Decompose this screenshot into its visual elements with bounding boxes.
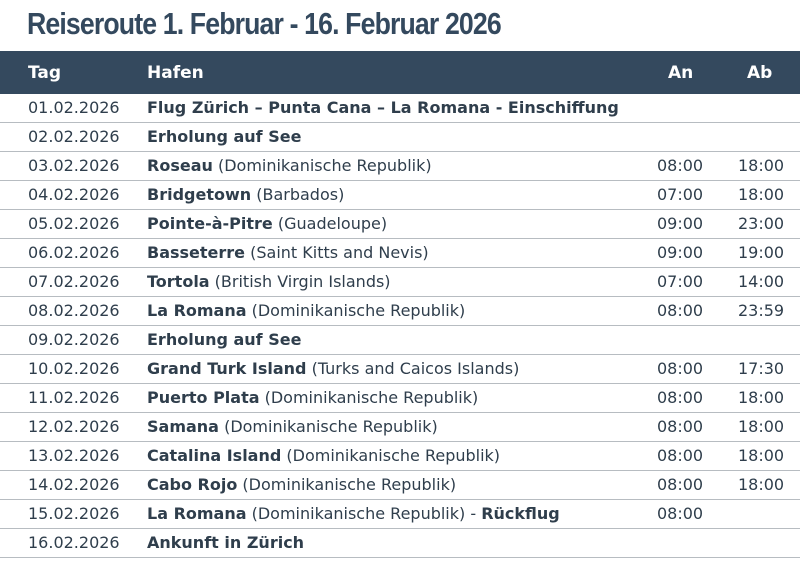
row-date: 04.02.2026 xyxy=(28,185,120,204)
row-port xyxy=(147,185,344,204)
port-name: Tortola xyxy=(147,272,210,291)
row-port xyxy=(147,330,301,349)
row-date: 05.02.2026 xyxy=(28,214,120,233)
port-country: (Saint Kitts and Nevis) xyxy=(245,243,429,262)
row-arrival: 08:00 xyxy=(657,504,704,523)
row-port xyxy=(147,504,560,523)
port-name: Ankunft in Zürich xyxy=(147,533,305,552)
port-name: Basseterre xyxy=(147,243,246,262)
table-row xyxy=(0,413,800,442)
port-name: Erholung auf See xyxy=(147,330,302,349)
port-name: Catalina Island xyxy=(147,446,282,465)
itinerary-table xyxy=(0,51,800,558)
row-arrival: 08:00 xyxy=(657,156,704,175)
row-date: 13.02.2026 xyxy=(28,446,120,465)
table-row xyxy=(0,355,800,384)
row-arrival: 08:00 xyxy=(657,475,704,494)
row-port xyxy=(147,272,391,291)
row-date: 08.02.2026 xyxy=(28,301,120,320)
port-country: (Dominikanische Republik) xyxy=(218,417,438,436)
row-arrival: 07:00 xyxy=(657,272,704,291)
port-country: (Dominikanische Republik) xyxy=(237,475,457,494)
row-departure: 18:00 xyxy=(738,185,785,204)
row-date: 01.02.2026 xyxy=(28,98,120,117)
row-arrival: 07:00 xyxy=(657,185,704,204)
row-port xyxy=(147,98,619,117)
port-country: (Guadeloupe) xyxy=(272,214,388,233)
port-country: (British Virgin Islands) xyxy=(209,272,391,291)
row-arrival: 09:00 xyxy=(657,214,704,233)
row-arrival: 08:00 xyxy=(657,359,704,378)
row-arrival: 08:00 xyxy=(657,446,704,465)
row-port xyxy=(147,359,519,378)
row-date: 09.02.2026 xyxy=(28,330,120,349)
row-port xyxy=(147,388,478,407)
header-an: An xyxy=(668,63,694,83)
row-port xyxy=(147,127,301,146)
header-tag: Tag xyxy=(28,63,62,83)
row-departure: 18:00 xyxy=(738,475,785,494)
row-date: 03.02.2026 xyxy=(28,156,120,175)
port-name: La Romana xyxy=(147,504,247,523)
table-row xyxy=(0,239,800,268)
row-arrival: 08:00 xyxy=(657,417,704,436)
row-port xyxy=(147,533,304,552)
row-departure: 18:00 xyxy=(738,388,785,407)
row-departure: 23:00 xyxy=(738,214,785,233)
row-port xyxy=(147,417,438,436)
row-arrival: 09:00 xyxy=(657,243,704,262)
table-row xyxy=(0,384,800,413)
port-extra: Rückflug xyxy=(481,504,560,523)
row-date: 10.02.2026 xyxy=(28,359,120,378)
row-departure: 18:00 xyxy=(738,156,785,175)
table-row xyxy=(0,529,800,558)
row-departure: 18:00 xyxy=(738,417,785,436)
table-row xyxy=(0,442,800,471)
table-header xyxy=(0,51,800,94)
table-row xyxy=(0,94,800,123)
port-name: Pointe-à-Pitre xyxy=(147,214,273,233)
row-date: 07.02.2026 xyxy=(28,272,120,291)
row-date: 16.02.2026 xyxy=(28,533,120,552)
row-date: 15.02.2026 xyxy=(28,504,120,523)
port-country: (Dominikanische Republik) - xyxy=(246,504,482,523)
table-row xyxy=(0,297,800,326)
table-row xyxy=(0,500,800,529)
port-country: (Barbados) xyxy=(251,185,345,204)
row-port xyxy=(147,156,432,175)
header-hafen: Hafen xyxy=(147,63,204,83)
table-row xyxy=(0,268,800,297)
table-row xyxy=(0,181,800,210)
header-ab: Ab xyxy=(747,63,773,83)
port-name: Puerto Plata xyxy=(147,388,260,407)
port-name: Grand Turk Island xyxy=(147,359,307,378)
row-port xyxy=(147,214,387,233)
row-port xyxy=(147,301,465,320)
port-name: Erholung auf See xyxy=(147,127,302,146)
row-arrival: 08:00 xyxy=(657,301,704,320)
port-country: (Dominikanische Republik) xyxy=(259,388,479,407)
row-departure: 14:00 xyxy=(738,272,785,291)
port-name: Roseau xyxy=(147,156,213,175)
row-date: 12.02.2026 xyxy=(28,417,120,436)
table-row xyxy=(0,123,800,152)
port-country: (Dominikanische Republik) xyxy=(281,446,501,465)
port-name: Cabo Rojo xyxy=(147,475,238,494)
row-date: 02.02.2026 xyxy=(28,127,120,146)
port-country: (Dominikanische Republik) xyxy=(246,301,466,320)
table-row xyxy=(0,471,800,500)
port-name: La Romana xyxy=(147,301,247,320)
port-country: (Dominikanische Republik) xyxy=(212,156,432,175)
table-row xyxy=(0,326,800,355)
row-port xyxy=(147,475,456,494)
row-departure: 18:00 xyxy=(738,446,785,465)
row-date: 06.02.2026 xyxy=(28,243,120,262)
table-row xyxy=(0,210,800,239)
row-departure: 17:30 xyxy=(738,359,785,378)
port-name: Flug Zürich – Punta Cana – La Romana - Einschiffung xyxy=(147,98,619,117)
row-date: 11.02.2026 xyxy=(28,388,120,407)
table-body xyxy=(0,94,800,558)
row-date: 14.02.2026 xyxy=(28,475,120,494)
row-departure: 23:59 xyxy=(738,301,785,320)
port-name: Bridgetown xyxy=(147,185,252,204)
table-row xyxy=(0,152,800,181)
port-country: (Turks and Caicos Islands) xyxy=(306,359,520,378)
page-title: Reiseroute 1. Februar - 16. Februar 2026 xyxy=(27,6,501,41)
row-departure: 19:00 xyxy=(738,243,785,262)
port-name: Samana xyxy=(147,417,219,436)
row-arrival: 08:00 xyxy=(657,388,704,407)
row-port xyxy=(147,446,500,465)
row-port xyxy=(147,243,429,262)
